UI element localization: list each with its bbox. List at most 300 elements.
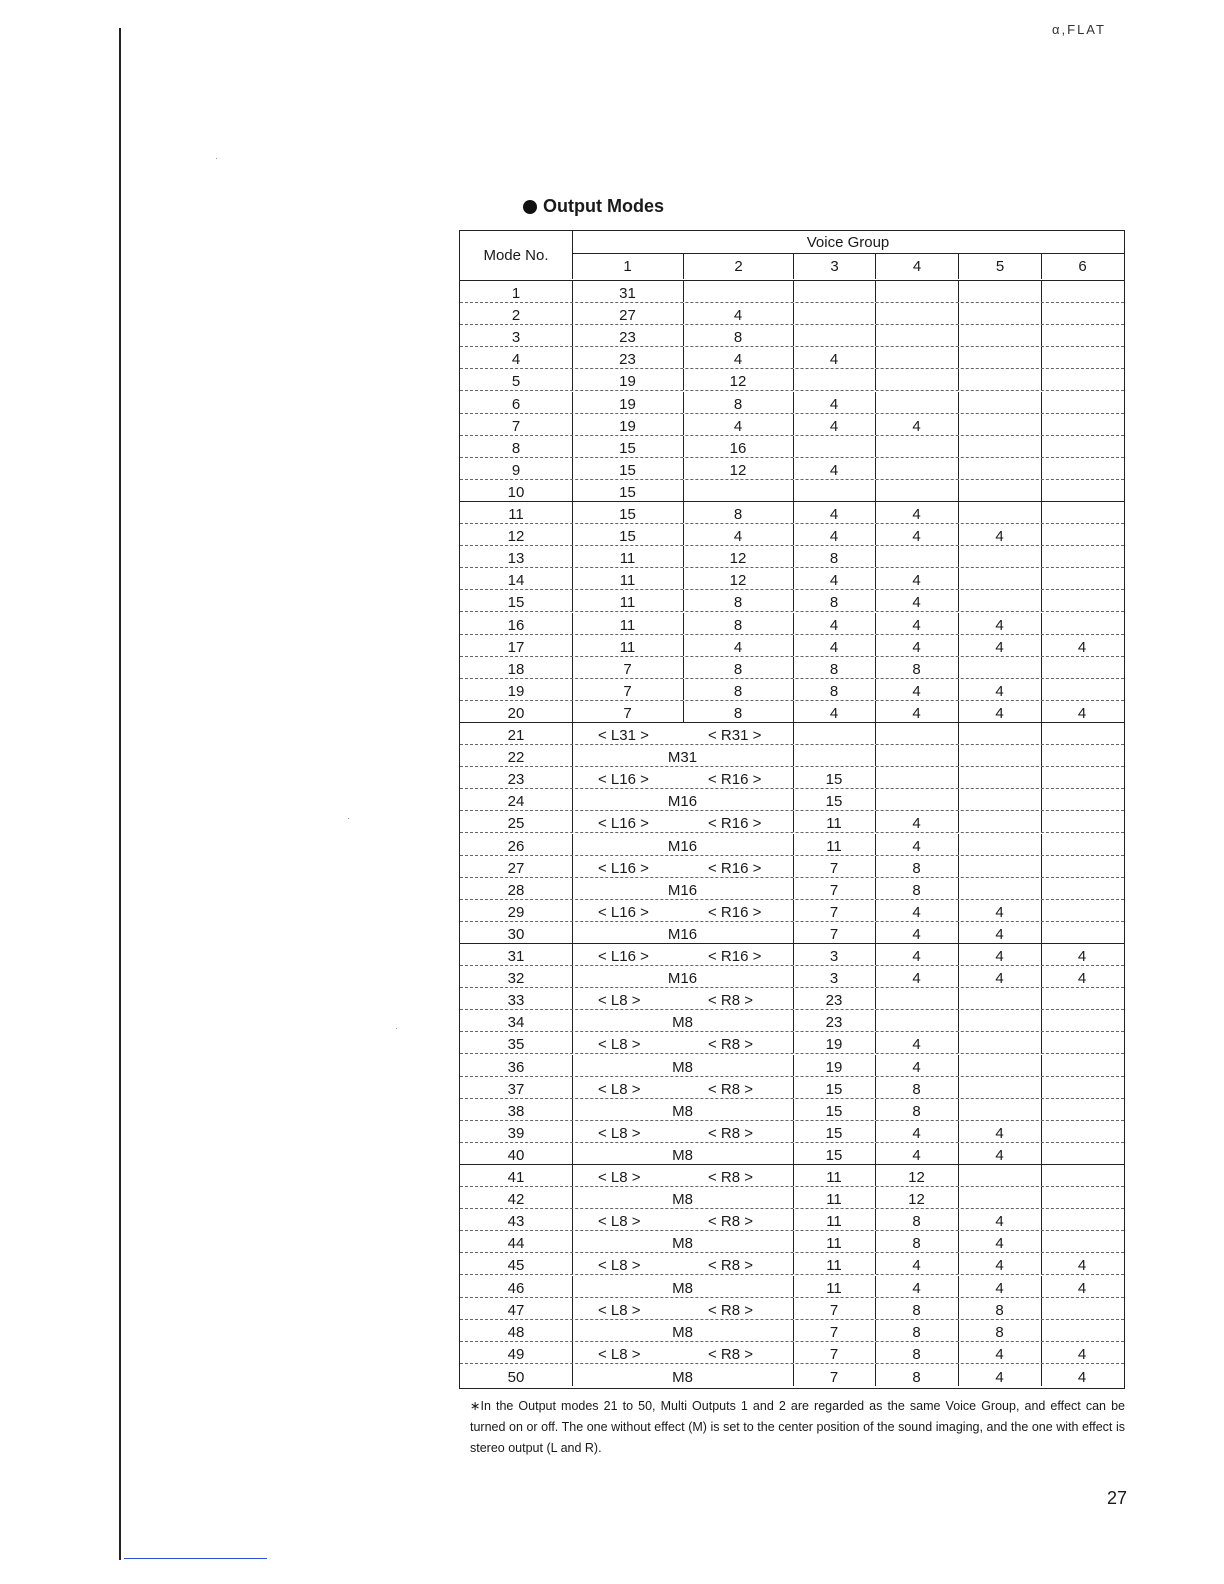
column-divider <box>793 524 794 545</box>
column-divider <box>958 1055 959 1076</box>
column-divider <box>793 1253 794 1274</box>
group-4-cell: 4 <box>912 1279 921 1297</box>
column-divider <box>958 789 959 810</box>
group-5-cell <box>958 568 1041 589</box>
table-row <box>460 1055 1124 1077</box>
group-4-cell: 4 <box>912 417 921 435</box>
group-2-cell: 12 <box>729 461 747 479</box>
column-divider <box>875 834 876 855</box>
voice-group-header: Voice Group <box>572 231 1124 254</box>
group-6-cell <box>1041 834 1123 855</box>
group-6-cell <box>1041 1209 1123 1230</box>
mode-cell: 4 <box>511 351 521 369</box>
group-5-cell <box>958 811 1041 832</box>
column-divider <box>793 1055 794 1076</box>
column-divider <box>958 303 959 324</box>
column-divider <box>875 922 876 943</box>
mode-cell: 12 <box>507 528 525 546</box>
column-divider <box>958 1320 959 1341</box>
group-3-cell: 7 <box>829 925 839 943</box>
group-5-cell: 8 <box>995 1301 1004 1319</box>
column-divider <box>875 1055 876 1076</box>
mono-output-cell: M8 <box>672 1014 693 1032</box>
group-5-cell <box>958 745 1041 766</box>
mono-output-cell <box>572 1209 793 1230</box>
column-divider <box>572 745 573 766</box>
column-divider <box>1041 1342 1042 1363</box>
column-divider <box>572 458 573 479</box>
column-divider <box>1041 988 1042 1009</box>
group-4-cell: 4 <box>912 704 921 722</box>
group-4-cell: 4 <box>912 925 921 943</box>
group-5-cell: 4 <box>995 903 1004 921</box>
column-divider <box>1041 590 1042 611</box>
group-5-cell <box>958 856 1041 877</box>
group-6-cell <box>1041 392 1123 413</box>
column-divider <box>572 1209 573 1230</box>
group-6-cell <box>1041 856 1123 877</box>
column-divider <box>1041 1099 1042 1120</box>
group-1-cell: 7 <box>623 704 632 722</box>
group-3-cell: 15 <box>825 1146 843 1164</box>
group-4-cell: 8 <box>912 1345 921 1363</box>
column-divider <box>1041 1364 1042 1386</box>
column-divider <box>572 414 573 435</box>
column-divider <box>1041 944 1042 965</box>
right-output-cell: < R16 > <box>708 815 762 833</box>
mono-output-cell: M8 <box>672 1235 693 1253</box>
group-4-cell: 8 <box>912 881 921 899</box>
group-3-cell: 23 <box>825 1014 843 1032</box>
column-divider <box>683 568 684 589</box>
left-output-cell: < L16 > <box>598 948 649 966</box>
column-divider <box>572 568 573 589</box>
column-divider <box>875 1187 876 1208</box>
table-row <box>460 811 1124 833</box>
column-divider <box>572 1032 573 1053</box>
column-divider <box>875 1209 876 1230</box>
left-output-cell: < L8 > <box>598 1213 641 1231</box>
column-divider <box>1041 325 1042 346</box>
group-5-cell: 4 <box>995 1146 1004 1164</box>
table-row <box>460 369 1124 391</box>
column-divider <box>958 635 959 656</box>
column-divider <box>958 1342 959 1363</box>
mode-cell: 3 <box>511 329 521 347</box>
group-2-cell: 12 <box>729 572 747 590</box>
group-6-cell <box>1041 1121 1123 1142</box>
column-header-1: 1 <box>623 257 632 275</box>
group-6-cell <box>1041 1298 1123 1319</box>
group-1-cell: 15 <box>619 461 636 479</box>
right-output-cell: < R8 > <box>708 1124 754 1142</box>
mono-output-cell: M16 <box>667 793 698 811</box>
column-divider <box>683 436 684 457</box>
group-1-cell: 11 <box>619 616 636 634</box>
column-divider <box>875 590 876 611</box>
group-6-cell <box>1041 1165 1123 1186</box>
group-3-cell: 15 <box>825 771 843 789</box>
table-row <box>460 745 1124 767</box>
group-4-cell: 4 <box>912 837 921 855</box>
group-6-cell <box>1041 679 1123 700</box>
group-3-cell: 8 <box>829 660 839 678</box>
group-1-cell: 15 <box>619 439 636 457</box>
column-divider <box>875 856 876 877</box>
group-6-cell <box>1041 480 1123 501</box>
column-divider <box>793 1187 794 1208</box>
mono-output-cell <box>572 767 793 788</box>
group-4-cell: 12 <box>908 1169 925 1187</box>
column-divider <box>572 1364 573 1386</box>
group-6-cell <box>1041 1231 1123 1252</box>
group-3-cell: 4 <box>829 461 839 479</box>
column-divider <box>793 1320 794 1341</box>
table-row <box>460 679 1124 701</box>
column-divider <box>1041 657 1042 678</box>
column-divider <box>1041 1276 1042 1297</box>
column-divider <box>572 524 573 545</box>
group-5-cell <box>958 480 1041 501</box>
group-2-cell <box>683 480 793 501</box>
table-row <box>460 414 1124 436</box>
column-divider <box>572 1077 573 1098</box>
column-divider <box>572 657 573 678</box>
table-row <box>460 392 1124 414</box>
column-divider <box>1041 1032 1042 1053</box>
group-4-cell: 4 <box>912 815 921 833</box>
mono-output-cell <box>572 1032 793 1053</box>
column-divider <box>572 988 573 1009</box>
left-output-cell: < L8 > <box>598 1036 641 1054</box>
table-row <box>460 1121 1124 1143</box>
mode-cell: 34 <box>507 1014 525 1032</box>
column-divider <box>683 657 684 678</box>
group-5-cell: 4 <box>995 1345 1004 1363</box>
group-5-cell <box>958 789 1041 810</box>
group-3-cell: 19 <box>825 1036 843 1054</box>
column-divider <box>875 657 876 678</box>
column-divider <box>958 966 959 987</box>
column-divider <box>572 878 573 899</box>
column-divider <box>958 1276 959 1297</box>
column-divider <box>683 347 684 368</box>
group-2-cell: 12 <box>729 550 747 568</box>
column-divider <box>875 789 876 810</box>
table-row <box>460 546 1124 568</box>
group-3-cell: 7 <box>829 1368 839 1386</box>
group-5-cell <box>958 502 1041 523</box>
group-4-cell: 4 <box>912 948 921 966</box>
column-divider <box>1041 458 1042 479</box>
group-5-cell: 4 <box>995 1213 1004 1231</box>
column-divider <box>875 1032 876 1053</box>
group-5-cell: 4 <box>995 1257 1004 1275</box>
group-4-cell <box>875 745 958 766</box>
mono-output-cell: M16 <box>667 925 698 943</box>
column-divider <box>958 568 959 589</box>
group-6-cell <box>1041 347 1123 368</box>
mode-cell: 40 <box>507 1146 525 1164</box>
column-divider <box>572 436 573 457</box>
group-3-cell <box>793 436 875 457</box>
column-divider <box>572 767 573 788</box>
table-row <box>460 480 1124 502</box>
column-divider <box>793 966 794 987</box>
group-4-cell <box>875 723 958 744</box>
column-divider <box>875 347 876 368</box>
column-divider <box>572 347 573 368</box>
group-3-cell: 4 <box>829 417 839 435</box>
column-divider <box>958 834 959 855</box>
column-divider <box>1041 303 1042 324</box>
table-row <box>460 767 1124 789</box>
group-5-cell <box>958 458 1041 479</box>
column-divider <box>572 834 573 855</box>
column-divider <box>683 679 684 700</box>
group-2-cell: 4 <box>733 417 743 435</box>
group-4-cell <box>875 303 958 324</box>
mono-output-cell: M8 <box>672 1323 693 1341</box>
column-divider <box>793 657 794 678</box>
group-5-cell <box>958 436 1041 457</box>
group-4-cell: 4 <box>912 1036 921 1054</box>
group-5-cell: 4 <box>995 616 1004 634</box>
column-divider <box>1041 900 1042 921</box>
column-divider <box>875 723 876 744</box>
right-output-cell: < R16 > <box>708 771 762 789</box>
group-4-cell: 8 <box>912 859 921 877</box>
group-2-cell: 12 <box>729 373 747 391</box>
group-5-cell <box>958 834 1041 855</box>
group-2-cell: 8 <box>733 616 743 634</box>
column-divider <box>875 635 876 656</box>
column-divider <box>793 878 794 899</box>
column-divider <box>572 811 573 832</box>
group-4-cell: 4 <box>912 638 921 656</box>
column-divider <box>875 1320 876 1341</box>
mode-cell: 24 <box>507 793 525 811</box>
group-4-cell: 8 <box>912 1213 921 1231</box>
column-divider <box>1041 811 1042 832</box>
column-header-5: 5 <box>958 253 1041 279</box>
group-5-cell <box>958 1099 1041 1120</box>
group-4-cell: 4 <box>912 616 921 634</box>
group-6-cell <box>1041 1143 1123 1164</box>
mode-cell: 36 <box>507 1058 525 1076</box>
group-6-cell <box>1041 1055 1123 1076</box>
column-divider <box>958 1253 959 1274</box>
group-4-cell <box>875 1010 958 1031</box>
column-divider <box>875 613 876 634</box>
column-divider <box>793 1209 794 1230</box>
table-row <box>460 1231 1124 1253</box>
group-6-cell <box>1041 811 1123 832</box>
column-divider <box>683 480 684 501</box>
group-4-cell <box>875 789 958 810</box>
mode-cell: 39 <box>507 1124 525 1142</box>
group-1-cell: 7 <box>623 660 632 678</box>
group-5-cell: 4 <box>995 1279 1004 1297</box>
column-divider <box>683 458 684 479</box>
column-divider <box>958 369 959 390</box>
group-3-cell: 15 <box>825 1102 843 1120</box>
group-4-cell: 8 <box>912 1235 921 1253</box>
column-divider <box>875 281 876 302</box>
page-number: 27 <box>1107 1488 1128 1508</box>
mono-output-cell <box>572 900 793 921</box>
column-divider <box>793 1077 794 1098</box>
column-divider <box>793 922 794 943</box>
bottom-rule <box>124 1558 267 1559</box>
group-6-cell <box>1041 546 1123 567</box>
column-divider <box>572 1055 573 1076</box>
column-divider <box>572 1320 573 1341</box>
mode-cell: 50 <box>507 1368 525 1386</box>
group-4-cell: 4 <box>912 1058 921 1076</box>
group-6-cell <box>1041 436 1123 457</box>
group-3-cell: 4 <box>829 572 839 590</box>
mode-cell: 31 <box>507 948 525 966</box>
column-divider <box>572 281 573 302</box>
table-row <box>460 1253 1124 1275</box>
column-divider <box>875 811 876 832</box>
column-divider <box>958 701 959 722</box>
right-output-cell: < R8 > <box>708 1257 754 1275</box>
table-row <box>460 988 1124 1010</box>
column-divider <box>875 679 876 700</box>
column-divider <box>958 922 959 943</box>
column-divider <box>1041 966 1042 987</box>
group-4-cell <box>875 281 958 302</box>
column-divider <box>572 590 573 611</box>
group-5-cell: 4 <box>995 925 1004 943</box>
group-6-cell <box>1041 1077 1123 1098</box>
column-divider <box>958 856 959 877</box>
column-divider <box>793 856 794 877</box>
group-2-cell: 4 <box>733 528 743 546</box>
table-row <box>460 1187 1124 1209</box>
column-divider <box>572 856 573 877</box>
group-2-cell: 16 <box>729 439 747 457</box>
right-output-cell: < R16 > <box>708 948 762 966</box>
column-divider <box>793 458 794 479</box>
mode-cell: 48 <box>507 1323 525 1341</box>
mode-cell: 38 <box>507 1102 525 1120</box>
group-4-cell: 8 <box>912 1080 921 1098</box>
group-6-cell: 4 <box>1077 1345 1087 1363</box>
group-3-cell: 11 <box>826 1279 842 1297</box>
table-row <box>460 1298 1124 1320</box>
column-divider <box>793 745 794 766</box>
mode-cell: 2 <box>511 307 521 325</box>
column-divider <box>572 900 573 921</box>
column-divider <box>875 568 876 589</box>
column-divider <box>958 1077 959 1098</box>
group-6-cell <box>1041 1320 1123 1341</box>
column-divider <box>683 524 684 545</box>
group-3-cell: 3 <box>829 970 839 988</box>
column-divider <box>572 789 573 810</box>
column-divider <box>572 1143 573 1164</box>
left-output-cell: < L16 > <box>598 771 649 789</box>
group-1-cell: 27 <box>619 307 636 325</box>
column-divider <box>875 546 876 567</box>
group-4-cell <box>875 767 958 788</box>
group-4-cell <box>875 392 958 413</box>
table-row <box>460 1276 1124 1298</box>
column-divider <box>572 1253 573 1274</box>
column-divider <box>793 988 794 1009</box>
right-output-cell: < R16 > <box>708 903 762 921</box>
output-modes-table <box>459 230 1125 1389</box>
mode-cell: 46 <box>507 1279 525 1297</box>
group-2-cell: 8 <box>733 395 743 413</box>
right-output-cell: < R8 > <box>708 1036 754 1054</box>
column-divider <box>1041 1320 1042 1341</box>
mode-cell: 16 <box>507 616 525 634</box>
column-divider <box>1041 568 1042 589</box>
column-divider <box>1041 789 1042 810</box>
column-divider <box>958 1010 959 1031</box>
column-divider <box>572 1121 573 1142</box>
column-divider <box>1041 1187 1042 1208</box>
column-divider <box>1041 502 1042 523</box>
left-output-cell: < L16 > <box>598 903 649 921</box>
column-divider <box>958 811 959 832</box>
right-output-cell: < R8 > <box>708 1213 754 1231</box>
group-5-cell: 4 <box>995 528 1004 546</box>
column-divider <box>958 392 959 413</box>
column-divider <box>572 635 573 656</box>
column-divider <box>793 944 794 965</box>
group-3-cell <box>793 723 875 744</box>
column-divider <box>1041 878 1042 899</box>
column-divider <box>958 679 959 700</box>
column-divider <box>793 590 794 611</box>
mono-output-cell <box>572 1342 793 1363</box>
mode-cell: 22 <box>507 749 525 767</box>
column-divider <box>1041 1143 1042 1164</box>
group-3-cell: 15 <box>825 1124 843 1142</box>
column-divider <box>683 590 684 611</box>
group-6-cell: 4 <box>1077 948 1087 966</box>
group-3-cell: 4 <box>829 351 839 369</box>
group-5-cell <box>958 325 1041 346</box>
column-divider <box>875 392 876 413</box>
column-divider <box>793 1121 794 1142</box>
left-output-cell: < L8 > <box>598 1080 641 1098</box>
table-row <box>460 1364 1124 1386</box>
group-3-cell: 7 <box>829 1301 839 1319</box>
mode-cell: 26 <box>507 837 525 855</box>
column-divider <box>683 635 684 656</box>
column-divider <box>875 1077 876 1098</box>
column-divider <box>793 679 794 700</box>
group-1-cell: 23 <box>619 351 636 369</box>
group-5-cell <box>958 1010 1041 1031</box>
group-2-cell: 8 <box>733 594 743 612</box>
column-divider <box>958 1231 959 1252</box>
column-divider <box>683 613 684 634</box>
mode-cell: 42 <box>507 1191 525 1209</box>
table-row <box>460 789 1124 811</box>
mode-cell: 14 <box>507 572 525 590</box>
group-1-cell: 11 <box>619 550 636 568</box>
group-4-cell <box>875 458 958 479</box>
column-divider <box>958 723 959 744</box>
mode-cell: 29 <box>507 903 525 921</box>
